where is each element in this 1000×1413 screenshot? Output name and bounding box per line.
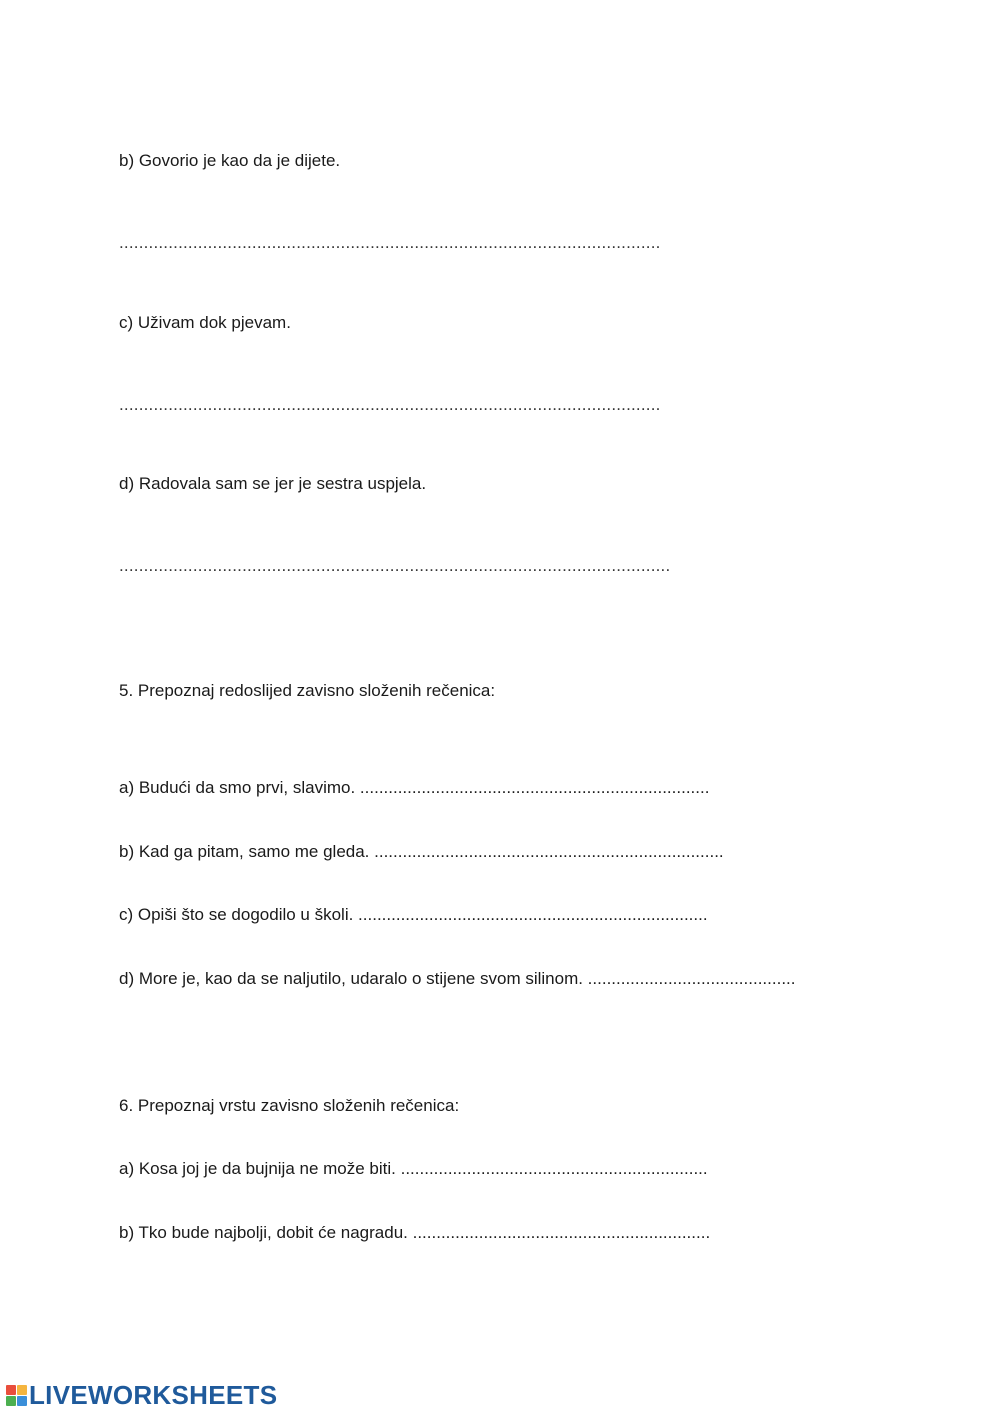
answer-line-d[interactable]: ................................................................................................................ xyxy=(119,556,671,575)
question-6-item-b[interactable]: b) Tko bude najbolji, dobit će nagradu. ............................................................... xyxy=(119,1223,711,1242)
logo-blocks-icon xyxy=(6,1385,27,1406)
answer-line-c[interactable]: .............................................................................................................. xyxy=(119,395,661,414)
sentence-c: c) Uživam dok pjevam. xyxy=(119,313,291,332)
question-5-heading: 5. Prepoznaj redoslijed zavisno složenih rečenica: xyxy=(119,681,496,700)
question-5-item-b[interactable]: b) Kad ga pitam, samo me gleda. .......................................................................... xyxy=(119,842,724,861)
question-6-item-a[interactable]: a) Kosa joj je da bujnija ne može biti. ................................................................. xyxy=(119,1159,708,1178)
sentence-d: d) Radovala sam se jer je sestra uspjela. xyxy=(119,474,427,493)
question-6-heading: 6. Prepoznaj vrstu zavisno složenih rečenica: xyxy=(119,1096,460,1115)
question-5-item-c[interactable]: c) Opiši što se dogodilo u školi. .......................................................................... xyxy=(119,905,708,924)
logo-text: LIVEWORKSHEETS xyxy=(29,1379,278,1410)
question-5-item-a[interactable]: a) Budući da smo prvi, slavimo. .......................................................................... xyxy=(119,778,710,797)
logo-block-blue xyxy=(17,1396,27,1406)
sentence-b: b) Govorio je kao da je dijete. xyxy=(119,151,341,170)
liveworksheets-logo xyxy=(6,1380,277,1410)
logo-block-yellow xyxy=(17,1385,27,1395)
question-5-item-d[interactable]: d) More je, kao da se naljutilo, udaralo o stijene svom silinom. ............................................ xyxy=(119,969,796,988)
logo-block-green xyxy=(6,1396,16,1406)
answer-line-b[interactable]: .............................................................................................................. xyxy=(119,233,661,252)
logo-block-red xyxy=(6,1385,16,1395)
